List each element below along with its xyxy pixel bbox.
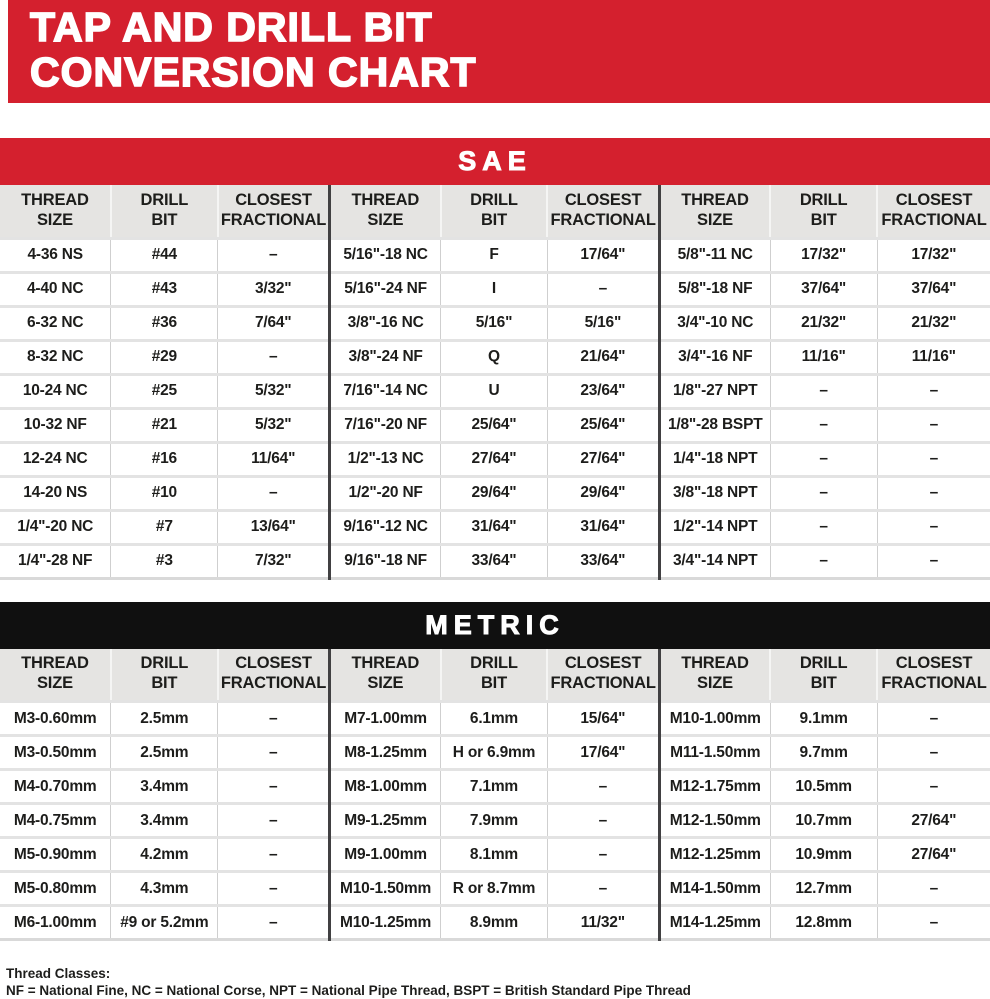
drill-bit-cell: 11/16": [770, 340, 877, 374]
thread-size-cell: 1/4"-28 NF: [0, 544, 111, 578]
drill-bit-cell: 6.1mm: [441, 702, 548, 736]
drill-bit-cell: 2.5mm: [111, 736, 218, 770]
closest-fractional-cell: 5/16": [547, 306, 659, 340]
table-row: [0, 374, 990, 408]
table-header-row: [0, 185, 990, 238]
table-row: [0, 476, 990, 510]
drill-bit-cell: U: [441, 374, 548, 408]
col-header-drill-bit: DRILL BIT: [441, 185, 548, 238]
thread-size-cell: M5-0.80mm: [0, 872, 111, 906]
drill-bit-cell: 8.9mm: [441, 906, 548, 940]
drill-bit-cell: 29/64": [441, 476, 548, 510]
col-header-thread-size: THREAD SIZE: [0, 185, 111, 238]
col-header-closest-fractional: CLOSEST FRACTIONAL: [547, 185, 659, 238]
thread-size-cell: 3/4"-14 NPT: [659, 544, 770, 578]
closest-fractional-cell: 33/64": [547, 544, 659, 578]
thread-size-cell: 1/8"-27 NPT: [659, 374, 770, 408]
col-header-drill-bit: DRILL BIT: [111, 185, 218, 238]
table-row: [0, 906, 990, 940]
thread-size-cell: M7-1.00mm: [330, 702, 441, 736]
col-header-closest-fractional: CLOSEST FRACTIONAL: [877, 185, 990, 238]
drill-bit-cell: 4.2mm: [111, 838, 218, 872]
drill-bit-cell: #3: [111, 544, 218, 578]
thread-size-cell: 1/2"-20 NF: [330, 476, 441, 510]
thread-size-cell: 5/16"-24 NF: [330, 272, 441, 306]
drill-bit-cell: #36: [111, 306, 218, 340]
footer: [0, 965, 990, 999]
drill-bit-cell: R or 8.7mm: [441, 872, 548, 906]
closest-fractional-cell: 17/32": [877, 238, 990, 272]
closest-fractional-cell: –: [218, 770, 330, 804]
closest-fractional-cell: –: [218, 804, 330, 838]
col-header-thread-size: THREAD SIZE: [659, 649, 770, 702]
table-row: [0, 770, 990, 804]
thread-size-cell: 3/8"-18 NPT: [659, 476, 770, 510]
table-body: [0, 238, 990, 578]
drill-bit-cell: #7: [111, 510, 218, 544]
closest-fractional-cell: –: [547, 272, 659, 306]
drill-bit-cell: 4.3mm: [111, 872, 218, 906]
thread-size-cell: 3/4"-16 NF: [659, 340, 770, 374]
closest-fractional-cell: 27/64": [547, 442, 659, 476]
closest-fractional-cell: 17/64": [547, 238, 659, 272]
thread-size-cell: M12-1.25mm: [659, 838, 770, 872]
table-body: [0, 702, 990, 940]
thread-size-cell: 12-24 NC: [0, 442, 111, 476]
drill-bit-cell: 5/16": [441, 306, 548, 340]
col-header-drill-bit: DRILL BIT: [770, 649, 877, 702]
drill-bit-cell: 37/64": [770, 272, 877, 306]
sae-section-header: SAE: [0, 138, 990, 185]
closest-fractional-cell: 27/64": [877, 804, 990, 838]
thread-size-cell: M4-0.75mm: [0, 804, 111, 838]
table-header-row: [0, 649, 990, 702]
spacer: [0, 580, 990, 602]
closest-fractional-cell: 11/32": [547, 906, 659, 940]
closest-fractional-cell: 3/32": [218, 272, 330, 306]
thread-size-cell: 5/8"-11 NC: [659, 238, 770, 272]
thread-size-cell: 1/2"-14 NPT: [659, 510, 770, 544]
drill-bit-cell: 9.7mm: [770, 736, 877, 770]
drill-bit-cell: #43: [111, 272, 218, 306]
col-header-thread-size: THREAD SIZE: [330, 649, 441, 702]
drill-bit-cell: H or 6.9mm: [441, 736, 548, 770]
thread-size-cell: 8-32 NC: [0, 340, 111, 374]
drill-bit-cell: 3.4mm: [111, 804, 218, 838]
thread-size-cell: M8-1.00mm: [330, 770, 441, 804]
closest-fractional-cell: –: [547, 872, 659, 906]
table-row: [0, 272, 990, 306]
closest-fractional-cell: 5/32": [218, 408, 330, 442]
drill-bit-cell: #9 or 5.2mm: [111, 906, 218, 940]
closest-fractional-cell: 23/64": [547, 374, 659, 408]
thread-size-cell: 4-40 NC: [0, 272, 111, 306]
thread-size-cell: 7/16"-20 NF: [330, 408, 441, 442]
drill-bit-cell: #21: [111, 408, 218, 442]
closest-fractional-cell: 15/64": [547, 702, 659, 736]
thread-size-cell: 10-32 NF: [0, 408, 111, 442]
table-row: [0, 872, 990, 906]
drill-bit-cell: 17/32": [770, 238, 877, 272]
thread-size-cell: 6-32 NC: [0, 306, 111, 340]
thread-size-cell: M3-0.60mm: [0, 702, 111, 736]
closest-fractional-cell: 29/64": [547, 476, 659, 510]
drill-bit-cell: 25/64": [441, 408, 548, 442]
thread-size-cell: M5-0.90mm: [0, 838, 111, 872]
thread-size-cell: M4-0.70mm: [0, 770, 111, 804]
drill-bit-cell: 8.1mm: [441, 838, 548, 872]
page-title-line-1: TAP AND DRILL BIT: [30, 4, 433, 50]
col-header-closest-fractional: CLOSEST FRACTIONAL: [218, 649, 330, 702]
drill-bit-cell: 12.8mm: [770, 906, 877, 940]
thread-size-cell: M10-1.50mm: [330, 872, 441, 906]
closest-fractional-cell: 5/32": [218, 374, 330, 408]
drill-bit-cell: #25: [111, 374, 218, 408]
thread-size-cell: M12-1.75mm: [659, 770, 770, 804]
drill-bit-cell: 27/64": [441, 442, 548, 476]
thread-size-cell: 3/8"-16 NC: [330, 306, 441, 340]
thread-size-cell: M12-1.50mm: [659, 804, 770, 838]
thread-classes-legend: NF = National Fine, NC = National Corse, NPT = National Pipe Thread, BSPT = British Standard Pipe Thread: [6, 983, 691, 998]
thread-size-cell: M14-1.50mm: [659, 872, 770, 906]
drill-bit-cell: 10.9mm: [770, 838, 877, 872]
closest-fractional-cell: 11/16": [877, 340, 990, 374]
closest-fractional-cell: 21/64": [547, 340, 659, 374]
closest-fractional-cell: –: [877, 442, 990, 476]
thread-size-cell: 1/4"-20 NC: [0, 510, 111, 544]
closest-fractional-cell: –: [877, 476, 990, 510]
closest-fractional-cell: –: [218, 838, 330, 872]
table-row: [0, 408, 990, 442]
closest-fractional-cell: –: [547, 838, 659, 872]
thread-size-cell: M9-1.25mm: [330, 804, 441, 838]
metric-section: [0, 602, 990, 942]
thread-size-cell: 5/16"-18 NC: [330, 238, 441, 272]
page-title-banner: [8, 0, 990, 103]
closest-fractional-cell: –: [218, 340, 330, 374]
table-row: [0, 510, 990, 544]
closest-fractional-cell: –: [218, 476, 330, 510]
metric-section-header: METRIC: [0, 602, 990, 649]
table-row: [0, 544, 990, 578]
drill-bit-cell: 10.7mm: [770, 804, 877, 838]
table-row: [0, 238, 990, 272]
col-header-drill-bit: DRILL BIT: [441, 649, 548, 702]
drill-bit-cell: F: [441, 238, 548, 272]
page-title-line-2: CONVERSION CHART: [30, 49, 477, 95]
closest-fractional-cell: –: [877, 374, 990, 408]
thread-size-cell: 10-24 NC: [0, 374, 111, 408]
closest-fractional-cell: 13/64": [218, 510, 330, 544]
closest-fractional-cell: –: [218, 736, 330, 770]
closest-fractional-cell: –: [547, 804, 659, 838]
drill-bit-cell: 10.5mm: [770, 770, 877, 804]
col-header-closest-fractional: CLOSEST FRACTIONAL: [547, 649, 659, 702]
col-header-thread-size: THREAD SIZE: [659, 185, 770, 238]
closest-fractional-cell: 25/64": [547, 408, 659, 442]
thread-size-cell: 7/16"-14 NC: [330, 374, 441, 408]
closest-fractional-cell: 27/64": [877, 838, 990, 872]
drill-bit-cell: –: [770, 374, 877, 408]
drill-bit-cell: –: [770, 544, 877, 578]
closest-fractional-cell: 31/64": [547, 510, 659, 544]
closest-fractional-cell: 37/64": [877, 272, 990, 306]
thread-size-cell: M9-1.00mm: [330, 838, 441, 872]
thread-size-cell: 1/2"-13 NC: [330, 442, 441, 476]
closest-fractional-cell: –: [877, 544, 990, 578]
closest-fractional-cell: 7/32": [218, 544, 330, 578]
col-header-drill-bit: DRILL BIT: [111, 649, 218, 702]
table-row: [0, 340, 990, 374]
thread-classes-heading: Thread Classes:: [6, 966, 111, 981]
spacer: [0, 103, 990, 138]
thread-size-cell: 14-20 NS: [0, 476, 111, 510]
closest-fractional-cell: –: [547, 770, 659, 804]
drill-bit-cell: –: [770, 476, 877, 510]
table-row: [0, 838, 990, 872]
closest-fractional-cell: 11/64": [218, 442, 330, 476]
closest-fractional-cell: 17/64": [547, 736, 659, 770]
metric-table: [0, 649, 990, 942]
col-header-closest-fractional: CLOSEST FRACTIONAL: [218, 185, 330, 238]
thread-size-cell: M11-1.50mm: [659, 736, 770, 770]
table-row: [0, 442, 990, 476]
col-header-thread-size: THREAD SIZE: [0, 649, 111, 702]
sae-table: [0, 185, 990, 580]
col-header-drill-bit: DRILL BIT: [770, 185, 877, 238]
closest-fractional-cell: 21/32": [877, 306, 990, 340]
drill-bit-cell: Q: [441, 340, 548, 374]
thread-size-cell: 3/8"-24 NF: [330, 340, 441, 374]
drill-bit-cell: #10: [111, 476, 218, 510]
col-header-closest-fractional: CLOSEST FRACTIONAL: [877, 649, 990, 702]
thread-size-cell: M6-1.00mm: [0, 906, 111, 940]
closest-fractional-cell: –: [218, 872, 330, 906]
thread-size-cell: M8-1.25mm: [330, 736, 441, 770]
closest-fractional-cell: –: [877, 906, 990, 940]
table-row: [0, 306, 990, 340]
closest-fractional-cell: –: [877, 770, 990, 804]
table-row: [0, 702, 990, 736]
drill-bit-cell: #29: [111, 340, 218, 374]
drill-bit-cell: –: [770, 408, 877, 442]
thread-size-cell: 3/4"-10 NC: [659, 306, 770, 340]
thread-size-cell: M14-1.25mm: [659, 906, 770, 940]
drill-bit-cell: 7.9mm: [441, 804, 548, 838]
thread-size-cell: 1/8"-28 BSPT: [659, 408, 770, 442]
drill-bit-cell: 7.1mm: [441, 770, 548, 804]
drill-bit-cell: #44: [111, 238, 218, 272]
closest-fractional-cell: –: [877, 736, 990, 770]
drill-bit-cell: 21/32": [770, 306, 877, 340]
closest-fractional-cell: –: [877, 702, 990, 736]
closest-fractional-cell: –: [877, 408, 990, 442]
drill-bit-cell: 12.7mm: [770, 872, 877, 906]
col-header-thread-size: THREAD SIZE: [330, 185, 441, 238]
closest-fractional-cell: 7/64": [218, 306, 330, 340]
closest-fractional-cell: –: [218, 702, 330, 736]
drill-bit-cell: –: [770, 442, 877, 476]
closest-fractional-cell: –: [218, 238, 330, 272]
drill-bit-cell: 3.4mm: [111, 770, 218, 804]
thread-size-cell: 5/8"-18 NF: [659, 272, 770, 306]
thread-size-cell: 1/4"-18 NPT: [659, 442, 770, 476]
sae-section: [0, 138, 990, 580]
drill-bit-cell: 31/64": [441, 510, 548, 544]
thread-size-cell: 9/16"-18 NF: [330, 544, 441, 578]
thread-size-cell: 9/16"-12 NC: [330, 510, 441, 544]
thread-size-cell: 4-36 NS: [0, 238, 111, 272]
closest-fractional-cell: –: [877, 510, 990, 544]
drill-bit-cell: 33/64": [441, 544, 548, 578]
drill-bit-cell: –: [770, 510, 877, 544]
table-row: [0, 804, 990, 838]
closest-fractional-cell: –: [877, 872, 990, 906]
drill-bit-cell: I: [441, 272, 548, 306]
closest-fractional-cell: –: [218, 906, 330, 940]
table-row: [0, 736, 990, 770]
drill-bit-cell: #16: [111, 442, 218, 476]
thread-size-cell: M3-0.50mm: [0, 736, 111, 770]
thread-size-cell: M10-1.25mm: [330, 906, 441, 940]
drill-bit-cell: 2.5mm: [111, 702, 218, 736]
thread-size-cell: M10-1.00mm: [659, 702, 770, 736]
drill-bit-cell: 9.1mm: [770, 702, 877, 736]
